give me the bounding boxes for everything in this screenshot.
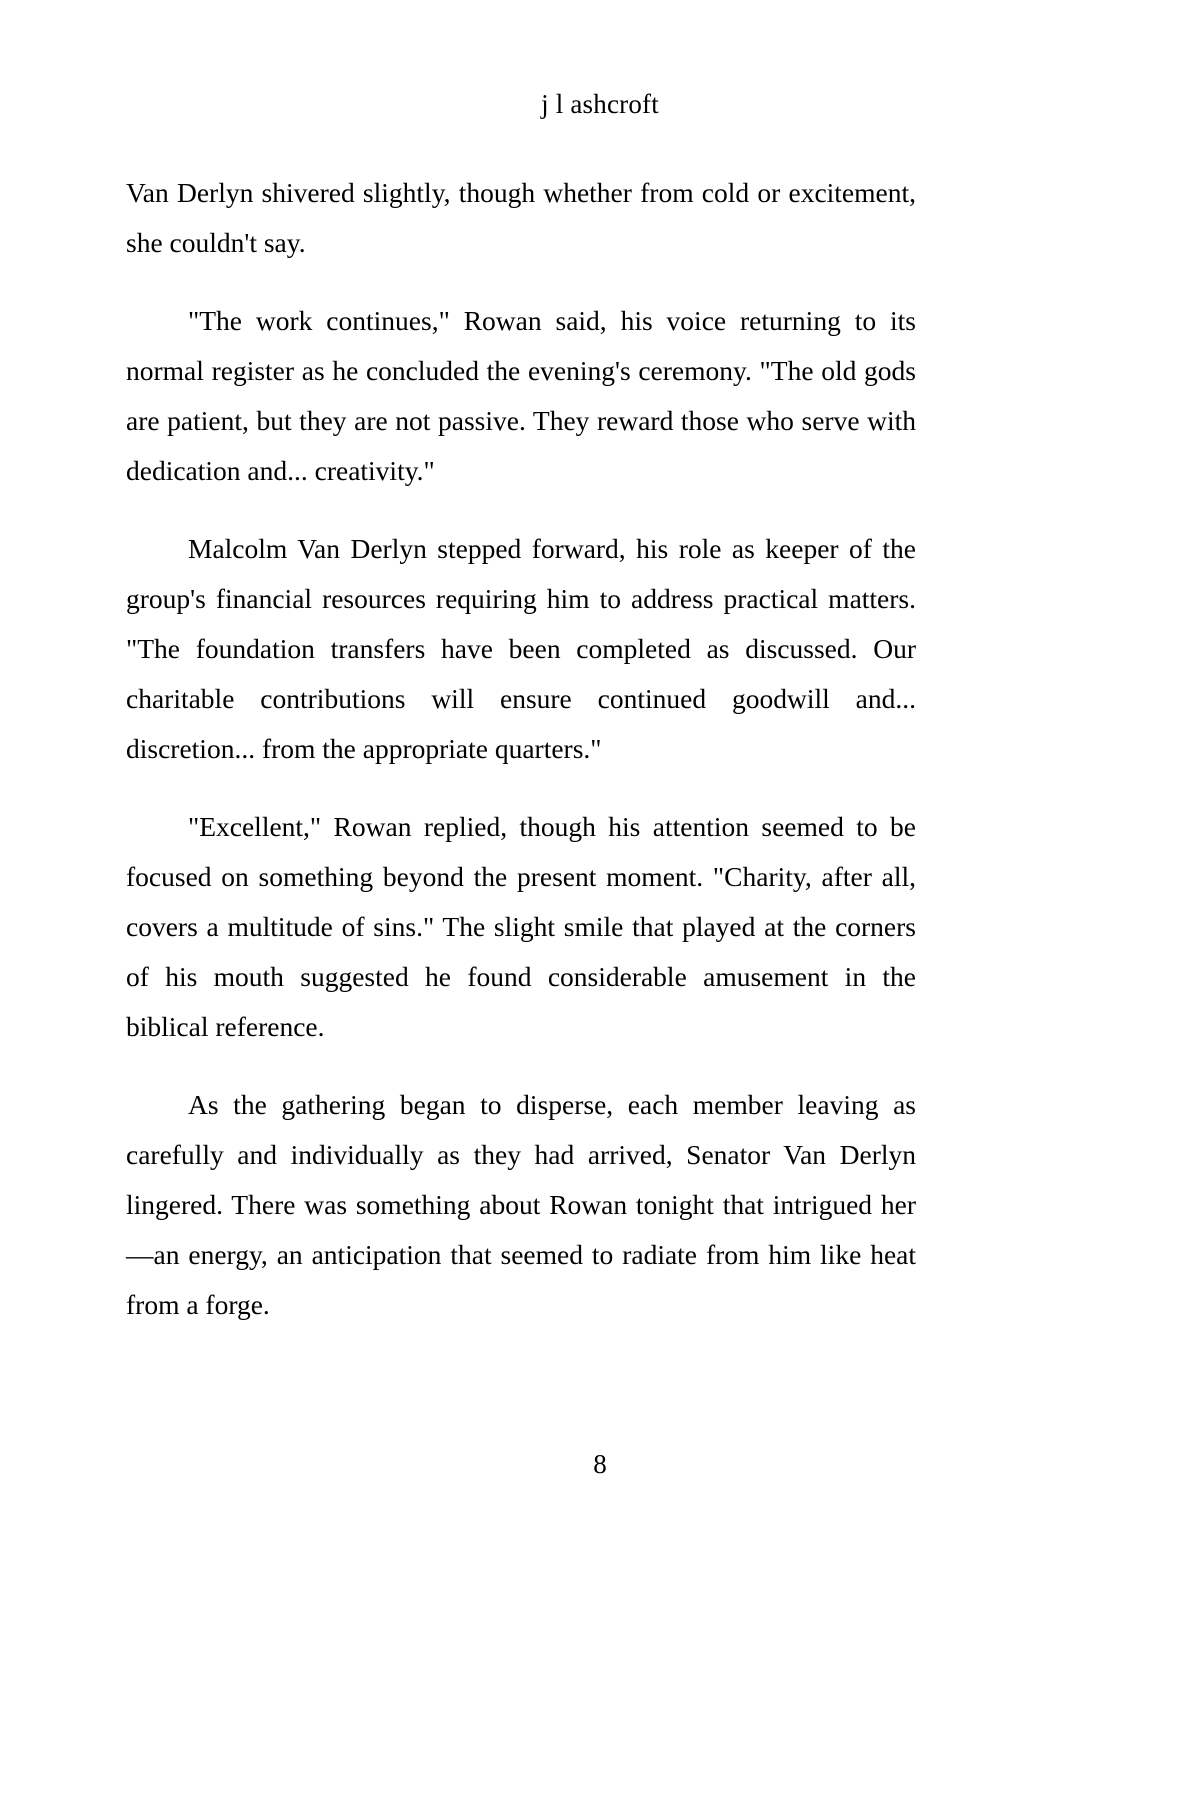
paragraph-2: "The work continues," Rowan said, his voice returning to its normal register as he concluded the evening's ceremony. "The old gods are patient, but they are not passive. They reward those who serve with dedication and... creativity."	[126, 305, 916, 486]
paragraph-5: As the gathering began to disperse, each member leaving as carefully and individually as they had arrived, Senator Van Derlyn lingered. There was something about Rowan tonight that intrigued her—an energy, an anticipation that seemed to radiate from him like heat from a forge.	[126, 1089, 916, 1320]
paragraph-3: Malcolm Van Derlyn stepped forward, his role as keeper of the group's financial resources requiring him to address practical matters. "The foundation transfers have been completed as discussed. Our charitable contributions will ensure continued goodwill and... discretion... from the appropriate quarters."	[126, 533, 916, 764]
page-number: 8	[593, 1449, 607, 1479]
paragraph-4: "Excellent," Rowan replied, though his attention seemed to be focused on something beyond the present moment. "Charity, after all, covers a multitude of sins." The slight smile that played at the corners of his mouth suggested he found considerable amusement in the biblical reference.	[126, 811, 916, 1042]
paragraph-1: Van Derlyn shivered slightly, though whether from cold or excitement, she couldn't say.	[126, 177, 916, 258]
body-text-block	[126, 168, 916, 1330]
running-head: j l ashcroft	[541, 89, 659, 119]
